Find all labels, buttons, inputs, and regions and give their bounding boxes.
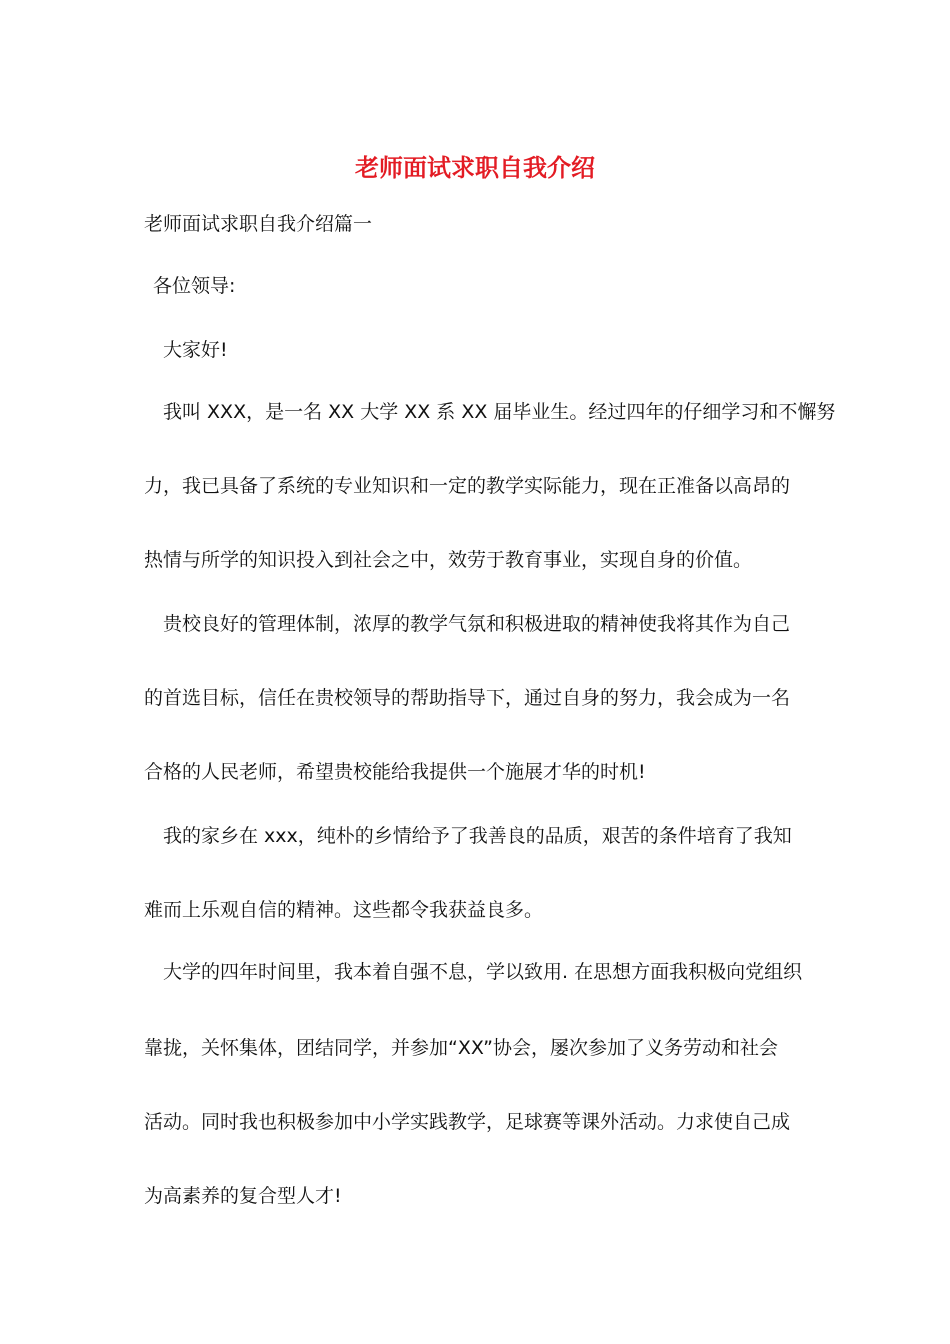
paragraph-line: 的首选目标，信任在贵校领导的帮助指导下，通过自身的努力，我会成为一名 — [144, 687, 791, 709]
paragraph-line: 大学的四年时间里，我本着自强不息，学以致用. 在思想方面我积极向党组织 — [163, 961, 803, 983]
salutation: 各位领导: — [153, 275, 236, 297]
paragraph-line: 为高素养的复合型人才! — [144, 1185, 342, 1207]
greeting: 大家好! — [163, 339, 228, 361]
paragraph-line: 我叫 XXX，是一名 XX 大学 XX 系 XX 届毕业生。经过四年的仔细学习和不懈努 — [163, 401, 836, 423]
paragraph-line: 靠拢，关怀集体，团结同学，并参加“XX”协会，屡次参加了义务劳动和社会 — [144, 1037, 778, 1059]
paragraph-line: 活动。同时我也积极参加中小学实践教学，足球赛等课外活动。力求使自己成 — [144, 1111, 791, 1133]
paragraph-line: 我的家乡在 xxx，纯朴的乡情给予了我善良的品质，艰苦的条件培育了我知 — [163, 825, 792, 847]
paragraph-line: 热情与所学的知识投入到社会之中，效劳于教育事业，实现自身的价值。 — [144, 549, 753, 571]
section-heading: 老师面试求职自我介绍篇一 — [144, 213, 373, 235]
paragraph-line: 力，我已具备了系统的专业知识和一定的教学实际能力，现在正准备以高昂的 — [144, 475, 791, 497]
paragraph-line: 合格的人民老师，希望贵校能给我提供一个施展才华的时机! — [144, 761, 646, 783]
document-title: 老师面试求职自我介绍 — [355, 153, 595, 182]
paragraph-line: 贵校良好的管理体制，浓厚的教学气氛和积极进取的精神使我将其作为自己 — [163, 613, 791, 635]
paragraph-line: 难而上乐观自信的精神。这些都令我获益良多。 — [144, 899, 544, 921]
